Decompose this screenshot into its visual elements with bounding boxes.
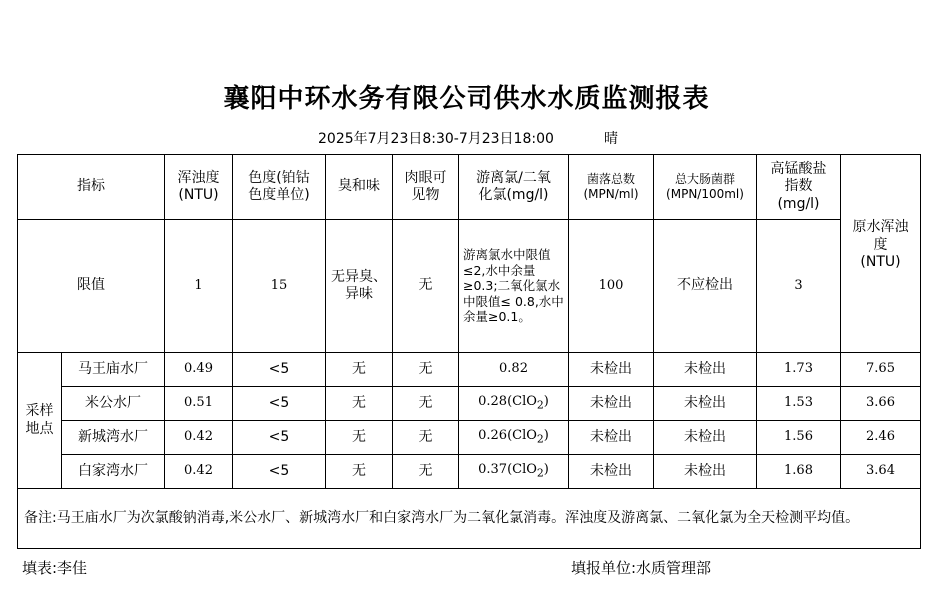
note-text: 备注:马王庙水厂为次氯酸钠消毒,米公水厂、新城湾水厂和白家湾水厂为二氧化氯消毒。浑浊度及游离氯、二氧化氯为全天检测平均值。 <box>18 489 921 549</box>
limit-label: 限值 <box>18 220 165 353</box>
permanganate-value: 1.73 <box>757 353 841 387</box>
plant-name: 米公水厂 <box>62 387 165 421</box>
header-odor: 臭和味 <box>326 155 393 220</box>
turbidity-value: 0.42 <box>165 455 233 489</box>
odor-value: 无 <box>326 387 393 421</box>
coliform-value: 未检出 <box>654 353 757 387</box>
header-color: 色度(铂钴 色度单位) <box>233 155 326 220</box>
turbidity-value: 0.51 <box>165 387 233 421</box>
plant-name: 白家湾水厂 <box>62 455 165 489</box>
header-coliform: 总大肠菌群 (MPN/100ml) <box>654 155 757 220</box>
color-value: <5 <box>233 387 326 421</box>
coliform-value: 未检出 <box>654 455 757 489</box>
permanganate-value: 1.68 <box>757 455 841 489</box>
limit-colony: 100 <box>569 220 654 353</box>
visible-value: 无 <box>393 387 459 421</box>
odor-value: 无 <box>326 353 393 387</box>
weather: 晴 <box>604 131 618 147</box>
colony-value: 未检出 <box>569 353 654 387</box>
sampling-label: 采样 地点 <box>18 353 62 489</box>
permanganate-value: 1.53 <box>757 387 841 421</box>
plant-name: 马王庙水厂 <box>62 353 165 387</box>
raw-turbidity-value: 2.46 <box>841 421 921 455</box>
report-title: 襄阳中环水务有限公司供水水质监测报表 <box>223 84 710 114</box>
limit-permanganate: 3 <box>757 220 841 353</box>
table-row <box>18 387 921 421</box>
header-row <box>18 155 921 220</box>
plant-name: 新城湾水厂 <box>62 421 165 455</box>
colony-value: 未检出 <box>569 455 654 489</box>
header-raw-turbidity: 原水浑浊 度 (NTU) <box>841 155 921 353</box>
chlorine-value: 0.26(ClO$_2$) <box>459 421 569 455</box>
limit-chlorine: 游离氯水中限值 ≤2,水中余量≥0.3;二氧化氯水中限值≤ 0.8,水中余量≥0.1。 <box>459 220 569 353</box>
colony-value: 未检出 <box>569 387 654 421</box>
color-value: <5 <box>233 455 326 489</box>
raw-turbidity-value: 7.65 <box>841 353 921 387</box>
odor-value: 无 <box>326 421 393 455</box>
turbidity-value: 0.49 <box>165 353 233 387</box>
coliform-value: 未检出 <box>654 421 757 455</box>
report-period: 2025年7月23日8:30-7月23日18:00 <box>318 131 554 147</box>
header-visible: 肉眼可 见物 <box>393 155 459 220</box>
chlorine-value: 0.37(ClO$_2$) <box>459 455 569 489</box>
limit-row <box>18 220 921 353</box>
chlorine-value: 0.28(ClO$_2$) <box>459 387 569 421</box>
visible-value: 无 <box>393 421 459 455</box>
visible-value: 无 <box>393 353 459 387</box>
color-value: <5 <box>233 421 326 455</box>
raw-turbidity-value: 3.66 <box>841 387 921 421</box>
permanganate-value: 1.56 <box>757 421 841 455</box>
limit-coliform: 不应检出 <box>654 220 757 353</box>
table-row <box>18 353 921 387</box>
header-turbidity: 浑浊度 (NTU) <box>165 155 233 220</box>
odor-value: 无 <box>326 455 393 489</box>
limit-turbidity: 1 <box>165 220 233 353</box>
colony-value: 未检出 <box>569 421 654 455</box>
turbidity-value: 0.42 <box>165 421 233 455</box>
color-value: <5 <box>233 353 326 387</box>
limit-color: 15 <box>233 220 326 353</box>
visible-value: 无 <box>393 455 459 489</box>
header-colony: 菌落总数 (MPN/ml) <box>569 155 654 220</box>
water-quality-table <box>17 154 921 549</box>
filled-by: 填表:李佳 <box>22 559 88 577</box>
coliform-value: 未检出 <box>654 387 757 421</box>
table-row <box>18 455 921 489</box>
header-indicator: 指标 <box>18 155 165 220</box>
chlorine-value: 0.82 <box>459 353 569 387</box>
limit-odor: 无异臭、 异味 <box>326 220 393 353</box>
table-row <box>18 421 921 455</box>
note-row <box>18 489 921 549</box>
header-chlorine: 游离氯/二氧 化氯(mg/l) <box>459 155 569 220</box>
limit-visible: 无 <box>393 220 459 353</box>
header-permanganate: 高锰酸盐 指数 (mg/l) <box>757 155 841 220</box>
reporting-unit: 填报单位:水质管理部 <box>571 559 712 577</box>
raw-turbidity-value: 3.64 <box>841 455 921 489</box>
